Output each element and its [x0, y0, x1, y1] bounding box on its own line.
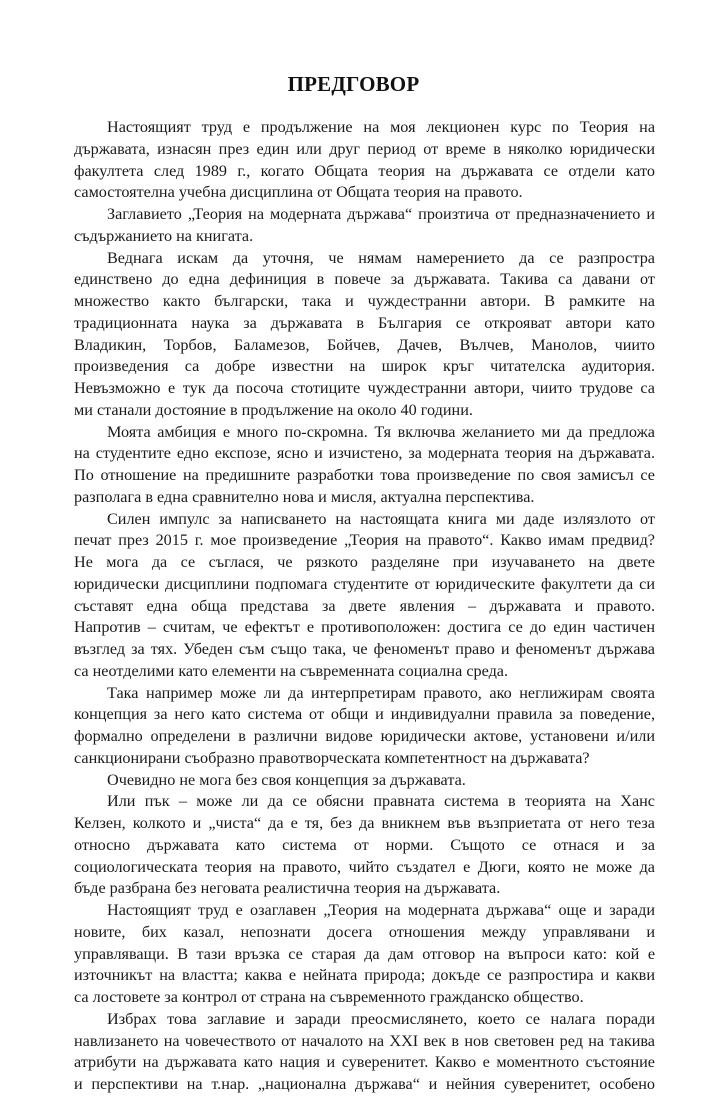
paragraph-line: са лостовете за контрол от страна на съвременното гражданско общество. — [74, 988, 584, 1006]
paragraph — [74, 422, 655, 509]
paragraph-line: навлизането на човечеството от началото на XXI век в нов световен ред на такива — [74, 1031, 655, 1050]
paragraph-line: съдържанието на книгата. — [74, 226, 254, 245]
paragraph — [74, 770, 655, 792]
paragraph-line: новите, бих казал, непознати досега отношения между управлявани и — [74, 922, 655, 941]
paragraph-line: Не мога да се съглася, че рязкото разделяне при изучаването на двете — [74, 553, 655, 571]
paragraph-line: възглед за тях. Убеден съм също така, че феноменът право и феноменът държава — [74, 640, 655, 658]
document-body — [74, 117, 655, 1096]
paragraph-line: управляващи. В тази връзка се старая да дам отговор на въпроси като: кой е — [74, 944, 655, 963]
paragraph-line: факултета след 1989 г., когато Общата теория на държавата се отдели като — [74, 161, 655, 180]
paragraph-line: държавата, изнасян през един или друг период от време в няколко юридически — [74, 139, 655, 158]
paragraph — [74, 117, 655, 204]
paragraph-line: единствено до една дефиниция в повече за държавата. Такива са давани от — [74, 270, 655, 289]
paragraph-line: Напротив – считам, че ефектът е противоположен: достига се до един частичен — [74, 618, 655, 637]
paragraph — [74, 204, 655, 248]
paragraph-line: Веднага искам да уточня, че нямам намерението да се разпростра — [107, 248, 655, 267]
paragraph-line: Така например може ли да интерпретирам правото, ако неглижирам своята — [107, 683, 655, 702]
paragraph-line: печат през 2015 г. мое произведение „Теория на правото“. Какво имам предвид? — [74, 531, 655, 550]
paragraph — [74, 1009, 655, 1096]
paragraph-line: съставят една обща представа за двете явления – държавата и правото. — [74, 596, 655, 615]
paragraph-line: Избрах това заглавие и заради преосмислянето, което се налага поради — [107, 1009, 655, 1028]
paragraph-line: Моята амбиция е много по-скромна. Тя включва желанието ми да предложа — [107, 422, 655, 441]
paragraph-line: Владикин, Торбов, Баламезов, Бойчев, Дачев, Вълчев, Манолов, чиито — [74, 335, 655, 354]
paragraph-line: самостоятелна учебна дисциплина от Общата теория на правото. — [74, 183, 523, 202]
page-title: ПРЕДГОВОР — [287, 72, 420, 96]
paragraph-line: относно държавата като система от норми. Същото се отнася и за — [74, 835, 655, 854]
paragraph-line: санкционирани съобразно правотворческата компетентност на държавата? — [74, 748, 590, 767]
paragraph — [74, 509, 655, 683]
paragraph-line: са неотделими като елементи на съвременната социална среда. — [74, 661, 509, 680]
paragraph-line: юридически дисциплини подпомага студентите от юридическите факултети да си — [74, 574, 655, 593]
paragraph-line: формално определени в различни видове юридически актове, установени и/или — [74, 727, 655, 745]
paragraph-line: Или пък – може ли да се обясни правната система в теорията на Ханс — [107, 792, 655, 811]
paragraph — [74, 900, 655, 1009]
paragraph-line: концепция за него като система от общи и индивидуални правила за поведение, — [74, 705, 655, 724]
paragraph-line: произведения са добре известни на широк кръг читателска аудитория. — [74, 357, 655, 376]
paragraph — [74, 791, 655, 900]
paragraph-line: и перспективи на т.нар. „национална държава“ и нейния суверенитет, особено — [74, 1075, 655, 1093]
paragraph-line: Заглавието „Теория на модерната държава“ произтича от предназначението и — [107, 205, 655, 223]
paragraph-line: източникът на властта; каква е нейната природа; докъде се разпростира и какви — [74, 966, 655, 985]
paragraph-line: Келзен, колкото и „чиста“ да е тя, без да вникнем във възприетата от него теза — [74, 814, 655, 832]
paragraph-line: По отношение на предишните разработки това произведение по своя замисъл се — [74, 466, 655, 484]
paragraph-line: атрибути на държавата като нация и суверенитет. Какво е моментното състояние — [74, 1053, 655, 1072]
paragraph-line: Силен импулс за написването на настоящата книга ми даде излязлото от — [107, 509, 655, 528]
paragraph-line: Настоящият труд е озаглавен „Теория на модерната държава“ още и заради — [107, 901, 655, 919]
paragraph-line: ми станали достояние в продължение на около 40 години. — [74, 400, 473, 419]
paragraph-line: Настоящият труд е продължение на моя лекционен курс по Теория на — [107, 118, 655, 136]
paragraph-line: множество както български, така и чуждестранни автори. В рамките на — [74, 292, 655, 310]
paragraph-line: бъде разбрана без неговата реалистична теория на държавата. — [74, 879, 501, 898]
paragraph-line: традиционната наука за държавата в България се открояват автори като — [74, 313, 655, 332]
paragraph-line: на студентите едно експозе, ясно и изчистено, за модерната теория на държавата. — [74, 444, 655, 463]
paragraph-line: разполага в една сравнително нова и мисля, актуална перспектива. — [74, 487, 535, 506]
paragraph-line: Невъзможно е тук да посоча стотиците чуждестранни автори, чиито трудове са — [74, 379, 655, 397]
paragraph-line: социологическата теория на правото, чийто създател е Дюги, която не може да — [74, 857, 655, 876]
paragraph-line: Очевидно не мога без своя концепция за държавата. — [107, 770, 466, 789]
paragraph — [74, 683, 655, 770]
paragraph — [74, 248, 655, 422]
